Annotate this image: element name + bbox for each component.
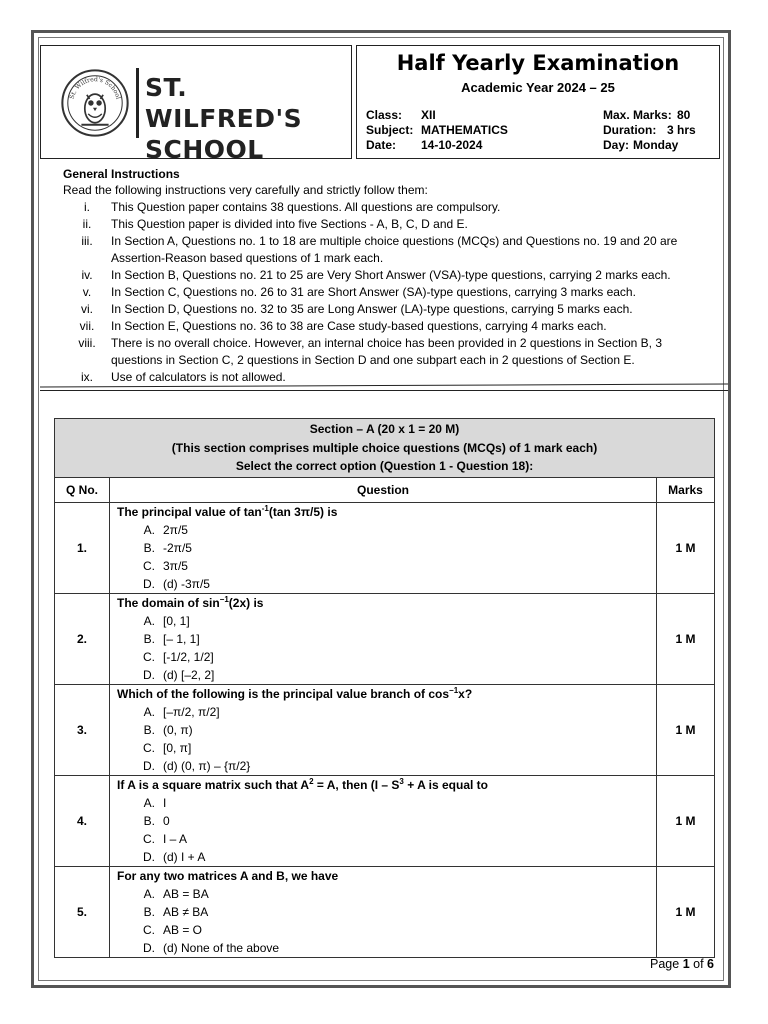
svg-text:St. Wilfred's School — [69, 76, 122, 100]
stem-text: The principal value of tan — [117, 504, 262, 519]
col-marks-header: Marks — [657, 477, 715, 502]
instruction-text: In Section C, Questions no. 26 to 31 are Short Answer (SA)-type questions, carrying 3 marks each. — [111, 285, 636, 299]
superscript: 2 — [309, 776, 314, 786]
option-letter: D. — [143, 758, 155, 773]
instruction-item — [63, 267, 713, 284]
question-stem — [117, 594, 656, 612]
option-text: [– 1, 1] — [163, 631, 200, 646]
instruction-number: i. — [84, 200, 90, 214]
superscript: −1 — [449, 685, 459, 695]
stem-text: If A is a square matrix such that A — [117, 777, 310, 792]
stem-text: Which of the following is the principal value branch of cos — [117, 686, 450, 701]
instruction-item — [63, 335, 713, 369]
academic-year: Academic Year 2024 – 25 — [461, 80, 615, 95]
option-letter: A. — [143, 522, 155, 537]
subject-label: Subject: — [366, 123, 414, 137]
option-letter: B. — [143, 722, 155, 737]
instruction-number: ii. — [82, 217, 92, 231]
option-text: (0, π) — [163, 722, 193, 737]
option-text: [0, 1] — [163, 613, 190, 628]
instruction-number: ix. — [81, 370, 93, 384]
question-number: 3. — [55, 684, 110, 775]
question-number: 4. — [55, 775, 110, 866]
option-letter: C. — [143, 831, 155, 846]
option-letter: D. — [143, 940, 155, 955]
question-number: 5. — [55, 866, 110, 957]
question-number: 1. — [55, 502, 110, 593]
option-text: (d) [–2, 2] — [163, 667, 215, 682]
superscript: -1 — [261, 503, 269, 513]
answer-option — [117, 903, 656, 921]
answer-option — [117, 703, 656, 721]
page-number: Page 1 of 6 — [650, 957, 714, 971]
max-marks-value: 80 — [677, 108, 691, 122]
question-cell — [110, 593, 657, 684]
school-name — [145, 72, 351, 165]
question-row — [55, 866, 715, 957]
exam-title-box — [356, 45, 720, 159]
option-text: [0, π] — [163, 740, 192, 755]
option-text: 2π/5 — [163, 522, 188, 537]
instructions-list — [63, 199, 713, 386]
option-text: AB = O — [163, 922, 203, 937]
instruction-text: This Question paper contains 38 questions. All questions are compulsory. — [111, 200, 501, 214]
answer-option — [117, 794, 656, 812]
superscript: 3 — [399, 776, 404, 786]
answer-option — [117, 739, 656, 757]
instruction-text: There is no overall choice. However, an internal choice has been provided in 2 questions in Section B, 3 questions in Section C, 2 questions in Section D and one subpart each in 2 questions of Section E. — [111, 336, 662, 367]
answer-option — [117, 666, 656, 684]
option-text: I – A — [163, 831, 188, 846]
question-row — [55, 775, 715, 866]
instruction-text: In Section A, Questions no. 1 to 18 are multiple choice questions (MCQs) and Questions no. 19 and 20 are Assertion-Reason based questions of 1 mark each. — [111, 234, 678, 265]
option-letter: D. — [143, 576, 155, 591]
current-page: 1 — [682, 957, 690, 971]
date-label: Date: — [366, 138, 397, 152]
question-marks: 1 M — [657, 684, 715, 775]
option-letter: A. — [143, 704, 155, 719]
option-text: [-1/2, 1/2] — [163, 649, 214, 664]
question-stem — [117, 503, 656, 521]
instruction-item — [63, 233, 713, 267]
option-letter: D. — [143, 849, 155, 864]
option-text: [–π/2, π/2] — [163, 704, 220, 719]
question-stem — [117, 867, 656, 885]
date-value: 14-10-2024 — [421, 138, 483, 152]
seal-text: St. Wilfred's School — [68, 76, 122, 100]
answer-option — [117, 521, 656, 539]
answer-option — [117, 612, 656, 630]
option-letter: B. — [143, 540, 155, 555]
answer-option — [117, 721, 656, 739]
separator-line — [40, 390, 728, 391]
col-qno-header: Q No. — [55, 477, 110, 502]
answer-option — [117, 648, 656, 666]
instruction-item — [63, 301, 713, 318]
section-instruction: Select the correct option (Question 1 - Question 18): — [235, 459, 534, 473]
logo-divider — [136, 68, 139, 138]
option-letter: A. — [143, 795, 155, 810]
instruction-text: In Section D, Questions no. 32 to 35 are Long Answer (LA)-type questions, carrying 5 marks each. — [111, 302, 633, 316]
day-label: Day: — [603, 138, 630, 152]
school-name-line2: SCHOOL — [145, 135, 264, 164]
stem-text: For any two matrices A and B, we have — [117, 868, 339, 883]
question-stem — [117, 776, 656, 794]
question-marks: 1 M — [657, 866, 715, 957]
option-letter: A. — [143, 886, 155, 901]
instruction-number: v. — [82, 285, 92, 299]
instruction-number: iv. — [81, 268, 93, 282]
option-letter: C. — [143, 922, 155, 937]
question-number: 2. — [55, 593, 110, 684]
class-value: XII — [421, 108, 436, 122]
question-cell — [110, 502, 657, 593]
instruction-item — [63, 284, 713, 301]
school-logo-box — [40, 45, 352, 164]
general-instructions — [63, 166, 713, 386]
option-text: I — [163, 795, 167, 810]
option-letter: C. — [143, 649, 155, 664]
instruction-text: This Question paper is divided into five Sections - A, B, C, D and E. — [111, 217, 468, 231]
stem-text: (2x) is — [228, 595, 264, 610]
questions-table — [54, 418, 715, 958]
instruction-number: vi. — [81, 302, 93, 316]
option-text: (d) (0, π) – {π/2} — [163, 758, 251, 773]
question-marks: 1 M — [657, 775, 715, 866]
answer-option — [117, 812, 656, 830]
instruction-item — [63, 199, 713, 216]
instructions-heading: General Instructions — [63, 167, 180, 181]
stem-text: = A, then (I – S — [313, 777, 400, 792]
answer-option — [117, 539, 656, 557]
answer-option — [117, 848, 656, 866]
school-name-line1: ST. WILFRED'S — [145, 73, 303, 133]
question-cell — [110, 866, 657, 957]
table-header-row — [55, 477, 715, 502]
col-question-header: Question — [110, 477, 657, 502]
option-text: 0 — [163, 813, 170, 828]
question-marks: 1 M — [657, 593, 715, 684]
instruction-text: In Section E, Questions no. 36 to 38 are Case study-based questions, carrying 4 marks each. — [111, 319, 607, 333]
stem-text: x? — [458, 686, 473, 701]
max-marks-label: Max. Marks: — [603, 108, 672, 122]
option-letter: C. — [143, 558, 155, 573]
option-letter: B. — [143, 813, 155, 828]
day-value: Monday — [633, 138, 679, 152]
option-letter: B. — [143, 631, 155, 646]
superscript: −1 — [219, 594, 229, 604]
instruction-text: Use of calculators is not allowed. — [111, 370, 286, 384]
section-description: (This section comprises multiple choice questions (MCQs) of 1 mark each) — [171, 440, 598, 455]
question-row — [55, 684, 715, 775]
option-text: 3π/5 — [163, 558, 188, 573]
instruction-number: iii. — [81, 234, 93, 248]
section-header — [55, 419, 715, 478]
instruction-number: viii. — [78, 336, 96, 350]
option-text: (d) I + A — [163, 849, 206, 864]
answer-option — [117, 575, 656, 593]
answer-option — [117, 939, 656, 957]
question-row — [55, 593, 715, 684]
duration-value: 3 hrs — [667, 123, 696, 137]
answer-option — [117, 557, 656, 575]
question-row — [55, 502, 715, 593]
stem-text: The domain of sin — [117, 595, 220, 610]
option-letter: B. — [143, 904, 155, 919]
option-letter: A. — [143, 613, 155, 628]
question-marks: 1 M — [657, 502, 715, 593]
total-pages: 6 — [707, 957, 714, 971]
option-text: AB = BA — [163, 886, 209, 901]
instructions-intro: Read the following instructions very carefully and strictly follow them: — [63, 183, 428, 197]
question-stem — [117, 685, 656, 703]
answer-option — [117, 630, 656, 648]
option-text: AB ≠ BA — [163, 904, 209, 919]
instruction-number: vii. — [79, 319, 95, 333]
instruction-item — [63, 216, 713, 233]
question-cell — [110, 775, 657, 866]
answer-option — [117, 830, 656, 848]
answer-option — [117, 885, 656, 903]
answer-option — [117, 757, 656, 775]
option-letter: C. — [143, 740, 155, 755]
school-seal-icon — [61, 69, 129, 137]
exam-title: Half Yearly Examination — [396, 51, 680, 75]
option-text: (d) None of the above — [163, 940, 280, 955]
option-text: -2π/5 — [163, 540, 192, 555]
section-title: Section – A (20 x 1 = 20 M) — [309, 422, 460, 436]
question-cell — [110, 684, 657, 775]
stem-text: + A is equal to — [403, 777, 489, 792]
stem-text: (tan 3π/5) is — [268, 504, 338, 519]
instruction-text: In Section B, Questions no. 21 to 25 are Very Short Answer (VSA)-type questions, carrying 2 marks each. — [111, 268, 671, 282]
duration-label: Duration: — [603, 123, 657, 137]
option-letter: D. — [143, 667, 155, 682]
subject-value: MATHEMATICS — [421, 123, 508, 137]
instruction-item — [63, 318, 713, 335]
option-text: (d) -3π/5 — [163, 576, 210, 591]
class-label: Class: — [366, 108, 403, 122]
answer-option — [117, 921, 656, 939]
